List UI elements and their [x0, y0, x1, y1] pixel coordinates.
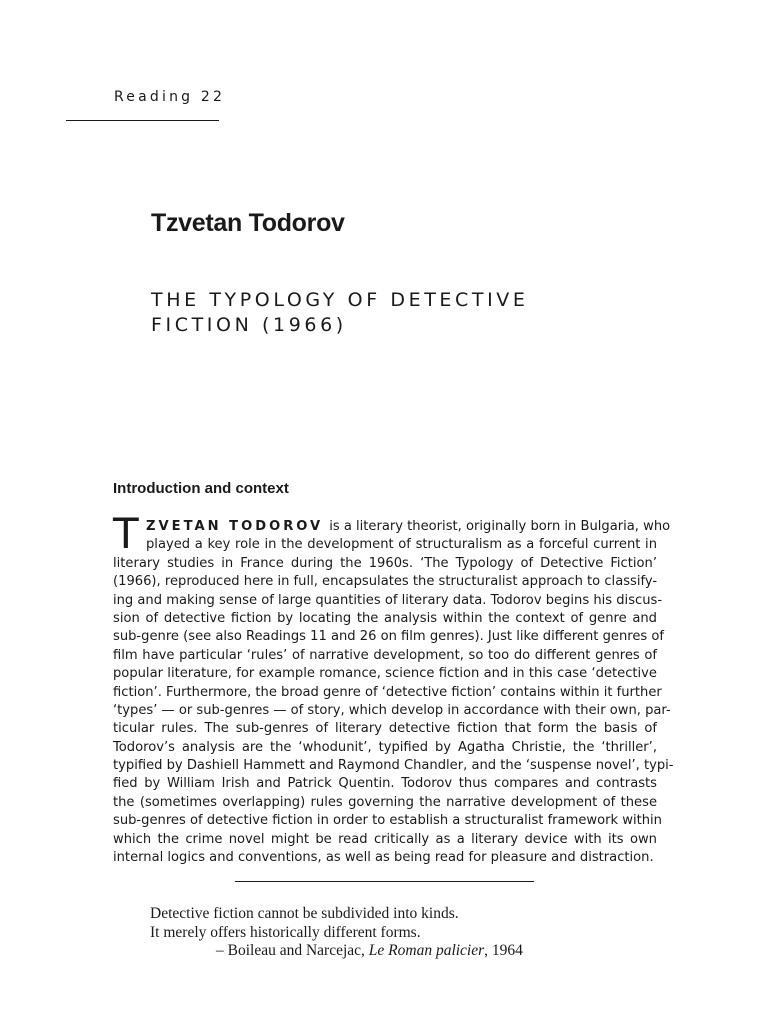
intro-line: the (sometimes overlapping) rules governing the narrative development of these [113, 794, 657, 810]
reading-rule [66, 120, 219, 121]
epigraph-line: It merely offers historically different forms. [150, 923, 421, 941]
intro-line: internal logics and conventions, as well as being read for pleasure and distraction. [113, 850, 654, 866]
intro-line: ticular rules. The sub-genres of literary detective fiction that form the basis of [113, 721, 657, 737]
intro-line: popular literature, for example romance, science fiction and in this case ‘detective [113, 666, 657, 682]
intro-paragraph [113, 518, 674, 867]
epigraph-attribution [150, 942, 523, 961]
author-name: Tzvetan Todorov [151, 209, 345, 237]
author-name-smallcaps: ZVETAN TODOROV [146, 519, 324, 534]
intro-line: sub-genre (see also Readings 11 and 26 on film genres). Just like different genres of [113, 629, 664, 645]
intro-line: played a key role in the development of structuralism as a forceful current in [146, 537, 657, 553]
epigraph-line: Detective fiction cannot be subdivided into kinds. [150, 905, 459, 922]
section-divider [235, 881, 534, 882]
intro-line: fied by William Irish and Patrick Quentin. Todorov thus compares and contrasts [113, 776, 657, 792]
epigraph [150, 905, 523, 961]
chapter-title-line: FICTION (1966) [151, 314, 347, 336]
intro-line: typified by Dashiell Hammett and Raymond Chandler, and the ‘suspense novel’, typi- [113, 758, 674, 774]
intro-line: ing and making sense of large quantities of literary data. Todorov begins his discus- [113, 592, 663, 608]
reading-label: Reading 22 [114, 89, 226, 105]
intro-line-text: is a literary theorist, originally born in Bulgaria, who [329, 519, 671, 534]
chapter-title [151, 288, 621, 338]
attribution-year: , 1964 [484, 942, 523, 959]
drop-cap: T [113, 509, 139, 558]
attribution-authors: – Boileau and Narcejac, [216, 942, 365, 959]
intro-line [113, 518, 671, 536]
intro-line: (1966), reproduced here in full, encapsulates the structuralist approach to classify- [113, 574, 658, 590]
chapter-title-line: THE TYPOLOGY OF DETECTIVE [151, 289, 529, 311]
intro-line: Todorov’s analysis are the ‘whodunit’, typified by Agatha Christie, the ‘thriller’, [113, 739, 657, 755]
intro-line: literary studies in France during the 1960s. ‘The Typology of Detective Fiction’ [113, 555, 657, 571]
attribution-work: Le Roman palicier [368, 942, 485, 959]
intro-line: sion of detective fiction by locating the analysis within the context of genre and [113, 610, 657, 626]
section-heading: Introduction and context [113, 480, 289, 497]
intro-line: sub-genres of detective fiction in order to establish a structuralist framework within [113, 813, 662, 829]
intro-line: fiction’. Furthermore, the broad genre of ‘detective fiction’ contains within it further [113, 684, 662, 700]
intro-line: ‘types’ — or sub-genres — of story, which develop in accordance with their own, par- [113, 702, 671, 718]
intro-line: which the crime novel might be read critically as a literary device with its own [113, 831, 657, 847]
intro-line: film have particular ‘rules’ of narrative development, so too do different genres of [113, 647, 657, 663]
